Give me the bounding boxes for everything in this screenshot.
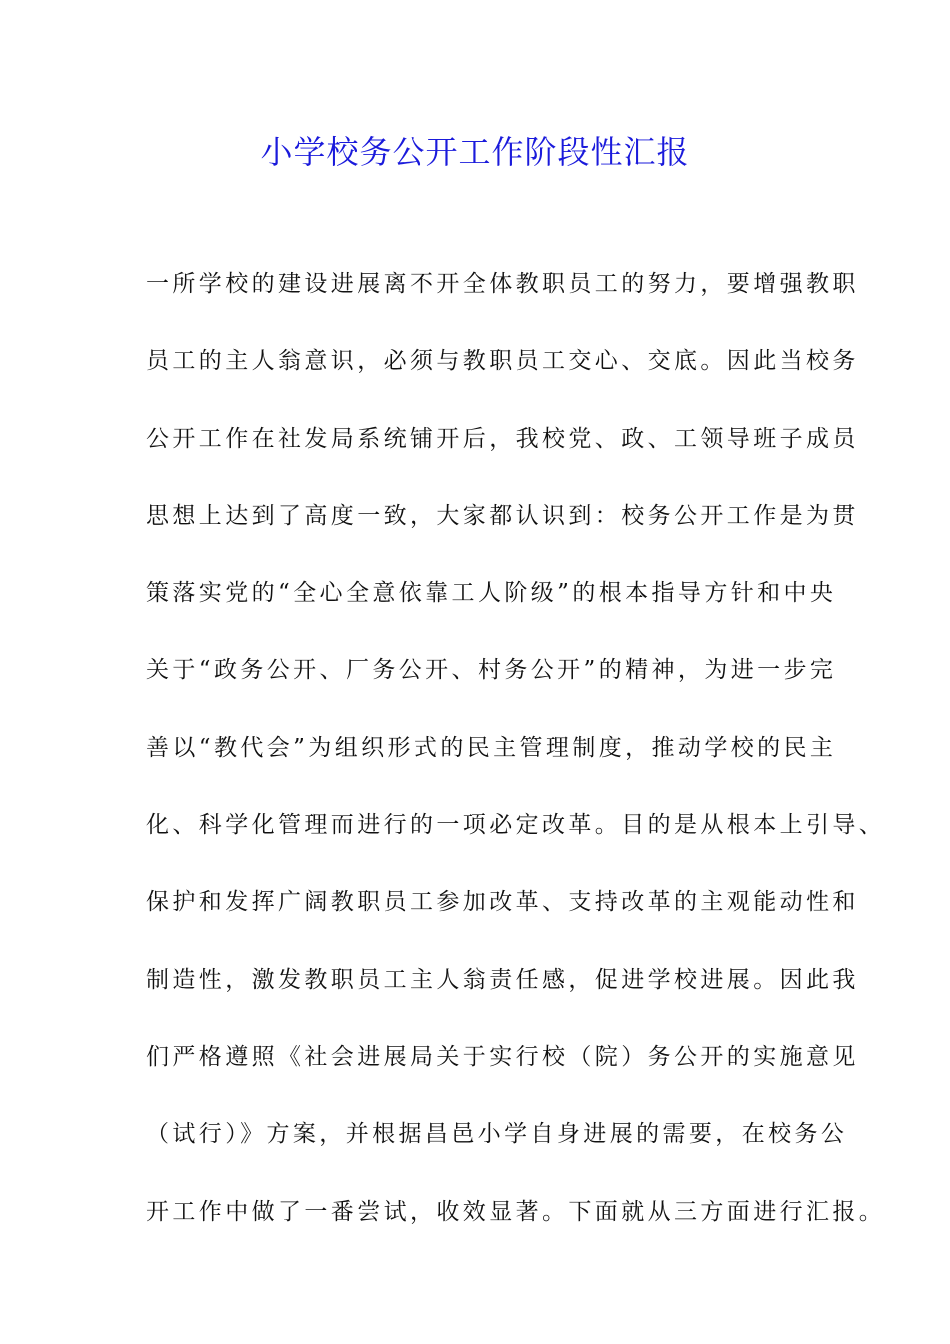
body-line: 保护和发挥广阔教职员工参加改革、支持改革的主观能动性和 <box>146 889 859 916</box>
body-line: 制造性，激发教职员工主人翁责任感，促进学校进展。因此我 <box>146 966 859 993</box>
body-line: 关于“政务公开、厂务公开、村务公开”的精神，为进一步完 <box>146 657 837 684</box>
document-title: 小学校务公开工作阶段性汇报 <box>260 133 690 171</box>
body-line: 策落实党的“全心全意依靠工人阶级”的根本指导方针和中央 <box>146 580 837 607</box>
document-body <box>146 262 886 1267</box>
body-line: 开工作中做了一番尝试，收效显著。下面就从三方面进行汇报。 <box>146 1198 886 1225</box>
body-line: 化、科学化管理而进行的一项必定改革。目的是从根本上引导、 <box>146 812 886 839</box>
body-line: （试行）》方案，并根据昌邑小学自身进展的需要，在校务公 <box>146 1121 848 1148</box>
body-line: 员工的主人翁意识，必须与教职员工交心、交底。因此当校务 <box>146 348 859 375</box>
body-line: 一所学校的建设进展离不开全体教职员工的努力，要增强教职 <box>146 271 859 297</box>
body-line: 公开工作在社发局系统铺开后，我校党、政、工领导班子成员 <box>146 425 859 452</box>
body-line: 们严格遵照《社会进展局关于实行校（院）务公开的实施意见 <box>146 1043 859 1070</box>
body-line: 善以“教代会”为组织形式的民主管理制度，推动学校的民主 <box>146 734 837 761</box>
body-line: 思想上达到了高度一致，大家都认识到：校务公开工作是为贯 <box>146 502 859 529</box>
